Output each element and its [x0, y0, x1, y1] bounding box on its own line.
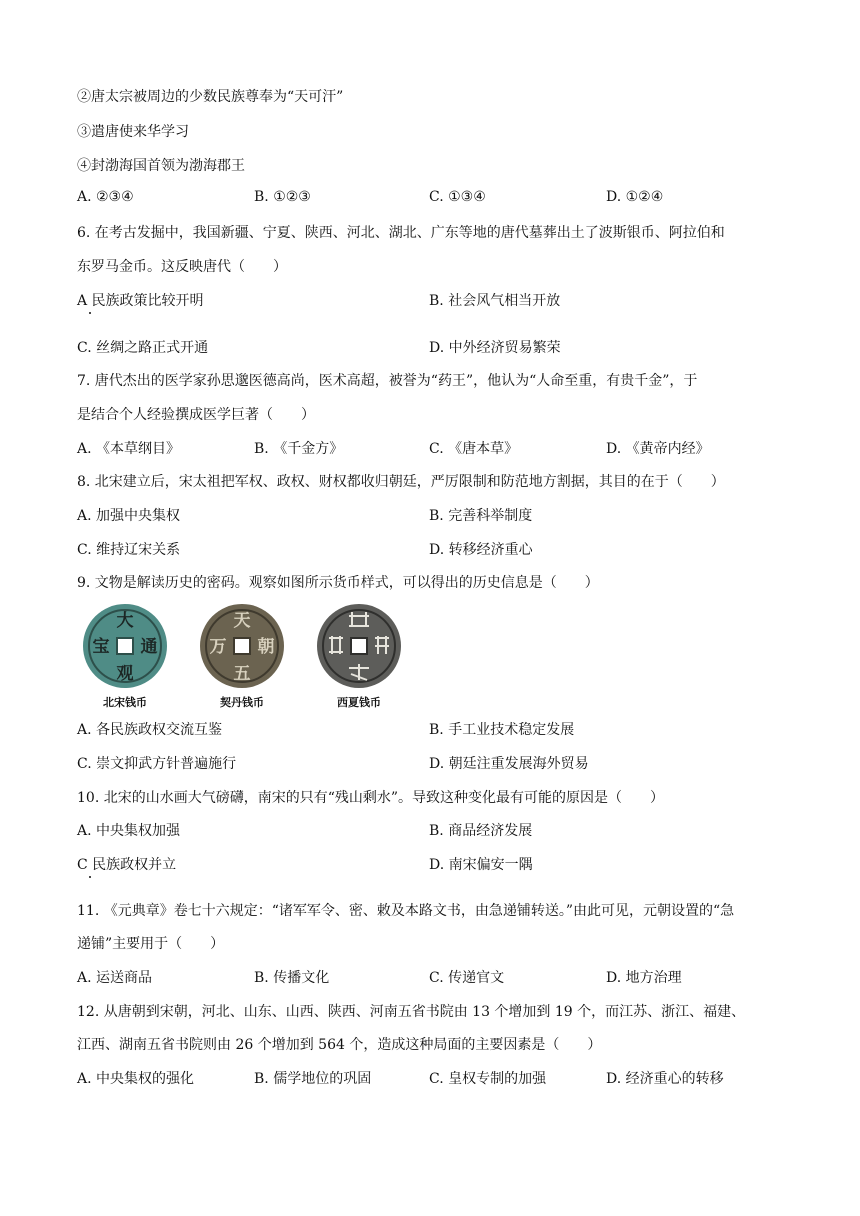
q10-stem-line-1: 10. 北宋的山水画大气磅礴，南宋的只有“残山剩水”。导致这种变化最有可能的原因是（ ）: [77, 790, 665, 806]
q6-option-c[interactable]: C. 丝绸之路正式开通: [77, 340, 209, 356]
coin-khitan-char-right: 朝: [257, 637, 275, 657]
q9-option-c[interactable]: C. 崇文抑武方针普遍施行: [77, 756, 237, 772]
coin-northern-song-hole: [117, 638, 133, 654]
q5-option-d[interactable]: D. ①②④: [606, 189, 664, 205]
q6-option-a[interactable]: A 民族政策比较开明: [77, 293, 204, 309]
q5-option-c[interactable]: C. ①③④: [429, 189, 486, 205]
q6-option-d[interactable]: D. 中外经济贸易繁荣: [429, 340, 561, 356]
coin-khitan-char-bottom: 五: [233, 664, 251, 684]
coin-northern-song: [83, 604, 167, 709]
q8-option-a[interactable]: A. 加强中央集权: [77, 508, 181, 524]
coin-western-xia-label: 西夏钱币: [337, 696, 381, 709]
coin-khitan-label: 契丹钱币: [220, 696, 264, 709]
q5-option-b[interactable]: B. ①②③: [254, 189, 311, 205]
q6-stem-line-2: 东罗马金币。这反映唐代（ ）: [77, 259, 287, 275]
q11-option-c[interactable]: C. 传递官文: [429, 970, 505, 986]
coin-khitan-char-left: 万: [209, 637, 227, 657]
coin-khitan: [200, 604, 284, 709]
option-dot-mark: [89, 312, 91, 314]
q6-stem-line-1: 6. 在考古发掘中，我国新疆、宁夏、陕西、河北、湖北、广东等地的唐代墓葬出土了波斯银币、阿拉伯和: [77, 225, 725, 241]
coin-northern-song-label: 北宋钱币: [103, 696, 147, 709]
q11-option-d[interactable]: D. 地方治理: [606, 970, 682, 986]
coin-figure: [77, 602, 417, 712]
q10-option-b[interactable]: B. 商品经济发展: [429, 823, 533, 839]
option-dot-mark: [89, 876, 91, 878]
coin-northern-song-char-left: 宝: [92, 637, 110, 657]
coin-northern-song-char-bottom: 观: [116, 664, 134, 684]
q5-option-a[interactable]: A. ②③④: [77, 189, 134, 205]
q5-statement-2: ②唐太宗被周边的少数民族尊奉为“天可汗”: [77, 89, 344, 105]
coin-western-xia: [317, 604, 401, 709]
q8-option-d[interactable]: D. 转移经济重心: [429, 542, 533, 558]
q11-stem-line-1: 11. 《元典章》卷七十六规定：“诸军军令、密、敕及本路文书，由急递铺转送。”由此可见，元朝设置的“急: [77, 903, 735, 919]
q9-stem-line-1: 9. 文物是解读历史的密码。观察如图所示货币样式，可以得出的历史信息是（ ）: [77, 575, 599, 591]
q12-option-d[interactable]: D. 经济重心的转移: [606, 1071, 724, 1087]
q8-stem-line-1: 8. 北宋建立后，宋太祖把军权、政权、财权都收归朝廷，严厉限制和防范地方割据，其目的在于（ ）: [77, 474, 725, 490]
q7-option-d[interactable]: D. 《黄帝内经》: [606, 441, 710, 457]
q9-option-a[interactable]: A. 各民族政权交流互鉴: [77, 722, 223, 738]
q12-option-b[interactable]: B. 儒学地位的巩固: [254, 1071, 372, 1087]
q6-option-b[interactable]: B. 社会风气相当开放: [429, 293, 561, 309]
q12-stem-line-2: 江西、湖南五省书院则由 26 个增加到 564 个，造成这种局面的主要因素是（ ）: [77, 1037, 602, 1053]
q7-option-c[interactable]: C. 《唐本草》: [429, 441, 519, 457]
q5-statement-3: ③遣唐使来华学习: [77, 124, 189, 140]
coin-khitan-hole: [234, 638, 250, 654]
q7-option-a[interactable]: A. 《本草纲目》: [77, 441, 181, 457]
coin-northern-song-char-right: 通: [140, 637, 158, 657]
q8-option-b[interactable]: B. 完善科举制度: [429, 508, 533, 524]
q11-option-a[interactable]: A. 运送商品: [77, 970, 153, 986]
coin-northern-song-char-top: 大: [116, 611, 134, 631]
q7-stem-line-1: 7. 唐代杰出的医学家孙思邈医德高尚，医术高超，被誉为“药王”，他认为“人命至重，有贵千金”，于: [77, 373, 698, 389]
coin-khitan-char-top: 天: [233, 611, 251, 631]
q9-option-b[interactable]: B. 手工业技术稳定发展: [429, 722, 575, 738]
q8-option-c[interactable]: C. 维持辽宋关系: [77, 542, 181, 558]
q10-option-d[interactable]: D. 南宋偏安一隅: [429, 857, 533, 873]
q10-option-a[interactable]: A. 中央集权加强: [77, 823, 181, 839]
coin-western-xia-hole: [351, 638, 367, 654]
q9-option-d[interactable]: D. 朝廷注重发展海外贸易: [429, 756, 589, 772]
q12-option-c[interactable]: C. 皇权专制的加强: [429, 1071, 547, 1087]
q11-stem-line-2: 递铺”主要用于（ ）: [77, 936, 225, 952]
q10-option-c[interactable]: C 民族政权并立: [77, 857, 177, 873]
q12-stem-line-1: 12. 从唐朝到宋朝，河北、山东、山西、陕西、河南五省书院由 13 个增加到 19 个，而江苏、浙江、福建、: [77, 1004, 746, 1020]
q7-option-b[interactable]: B. 《千金方》: [254, 441, 344, 457]
q12-option-a[interactable]: A. 中央集权的强化: [77, 1071, 195, 1087]
q5-statement-4: ④封渤海国首领为渤海郡王: [77, 158, 245, 174]
q7-stem-line-2: 是结合个人经验撰成医学巨著（ ）: [77, 407, 315, 423]
q11-option-b[interactable]: B. 传播文化: [254, 970, 330, 986]
